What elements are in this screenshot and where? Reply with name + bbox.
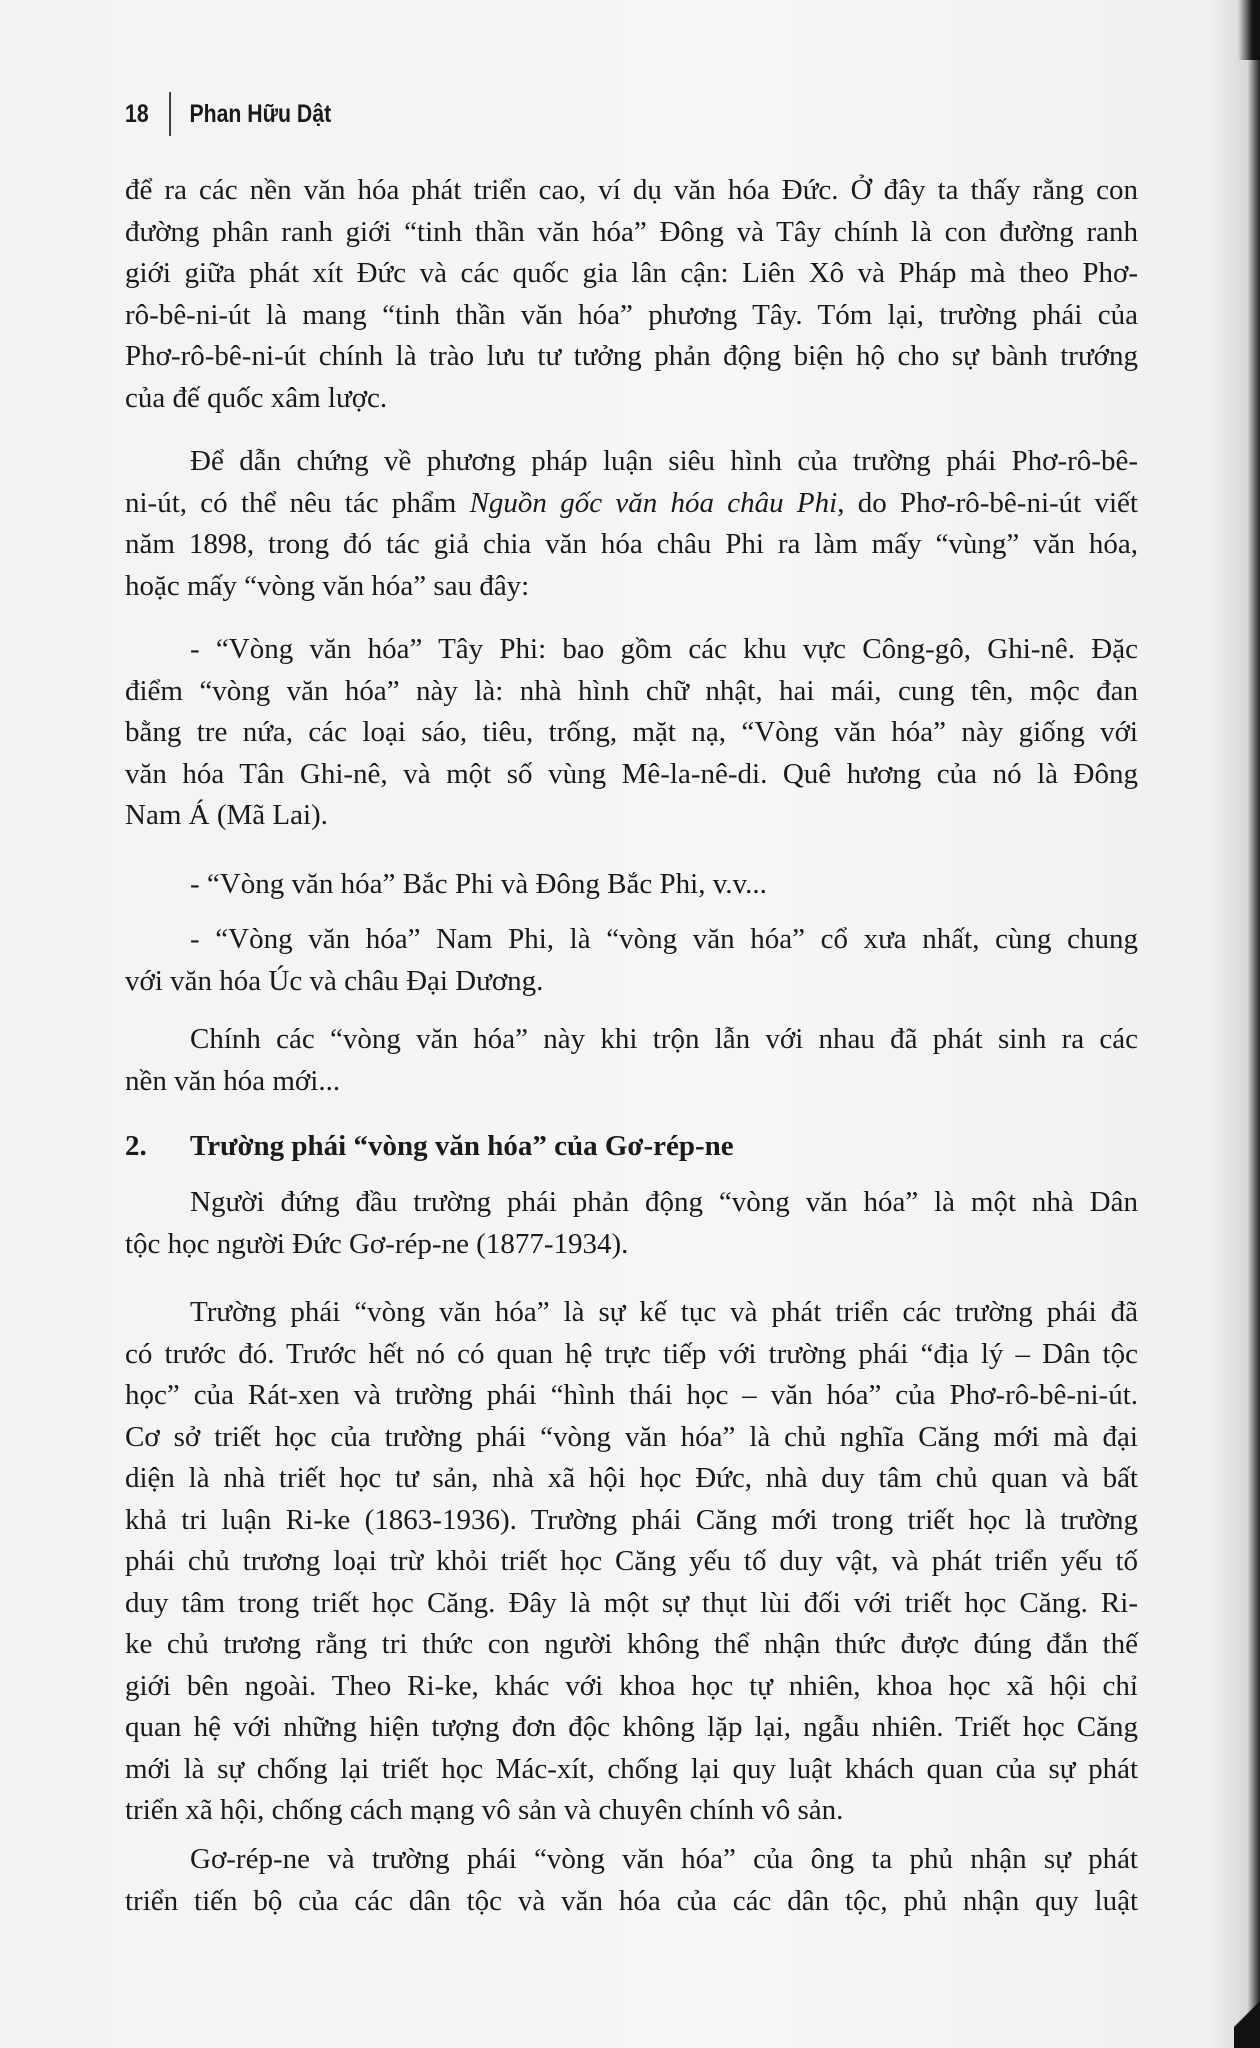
text-line: để ra các nền văn hóa phát triển cao, ví dụ văn hóa Đức. Ở đây ta thấy rằng con [125,174,1138,206]
text-line: phái chủ trương loại trừ khỏi triết học Căng yếu tố duy vật, và phát triển yếu tố [125,1545,1138,1577]
text-line: giới giữa phát xít Đức và các quốc gia lân cận: Liên Xô và Pháp mà theo Phơ- [125,257,1138,289]
text-line: văn hóa Tân Ghi-nê, và một số vùng Mê-la-nê-di. Quê hương của nó là Đông [125,757,1138,790]
text-line: rô-bê-ni-út là mang “tinh thần văn hóa” phương Tây. Tóm lại, trường phái của [125,298,1138,331]
text-line: giới bên ngoài. Theo Ri-ke, khác với khoa học tự nhiên, khoa học xã hội chỉ [125,1669,1138,1702]
text-line: triển xã hội, chống cách mạng vô sản và chuyên chính vô sản. [125,1794,844,1826]
text-line: mới là sự chống lại triết học Mác-xít, chống lại quy luật khách quan của sự phát [125,1752,1138,1785]
header-author: Phan Hữu Dật [189,99,332,128]
paragraph [125,1182,1138,1265]
text-line: điểm “vòng văn hóa” này là: nhà hình chữ nhật, hai mái, cung tên, mộc đan [125,674,1138,707]
text-line: học” của Rát-xen và trường phái “hình thái học – văn hóa” của Phơ-rô-bê-ni-út. [125,1379,1138,1411]
text-line [125,483,1138,525]
text-line: Nam Á (Mã Lai). [125,799,328,831]
section-number: 2. [125,1130,147,1162]
text-line: Để dẫn chứng về phương pháp luận siêu hình của trường phái Phơ-rô-bê- [190,445,1138,477]
header-divider [169,92,171,136]
paragraph [125,864,1138,906]
text-line: hoặc mấy “vòng văn hóa” sau đây: [125,569,530,602]
text-segment: ni-út, có thể nêu tác phẩm [125,486,470,519]
text-line: quan hệ với những hiện tượng đơn độc không lặp lại, ngẫu nhiên. Triết học Căng [125,1711,1138,1743]
paragraph [125,1839,1138,1922]
section-title: Trường phái “vòng văn hóa” của Gơ-rép-ne [190,1130,734,1162]
text-line: - “Vòng văn hóa” Nam Phi, là “vòng văn hóa” cổ xưa nhất, cùng chung [190,923,1138,955]
text-line: năm 1898, trong đó tác giả chia văn hóa châu Phi ra làm mấy “vùng” văn hóa, [125,528,1138,560]
text-line: tộc học người Đức Gơ-rép-ne (1877-1934). [125,1227,629,1260]
text-line: - “Vòng văn hóa” Bắc Phi và Đông Bắc Phi, v.v... [190,868,767,900]
page-number: 18 [125,99,149,128]
scan-edge-shadow [1238,0,1260,60]
section-heading [125,1126,1138,1168]
text-line: với văn hóa Úc và châu Đại Dương. [125,964,544,997]
text-line: Chính các “vòng văn hóa” này khi trộn lẫn với nhau đã phát sinh ra các [190,1023,1138,1055]
text-line: Cơ sở triết học của trường phái “vòng văn hóa” là chủ nghĩa Căng mới mà đại [125,1420,1138,1453]
text-line: bằng tre nứa, các loại sáo, tiêu, trống, mặt nạ, “Vòng văn hóa” này giống với [125,716,1138,748]
scan-corner-shadow [1234,1978,1260,2048]
text-line: đường phân ranh giới “tinh thần văn hóa” Đông và Tây chính là con đường ranh [125,215,1138,248]
text-line: Phơ-rô-bê-ni-út chính là trào lưu tư tưởng phản động biện hộ cho sự bành trướng [125,340,1138,372]
paragraph [125,629,1138,837]
text-line: khả tri luận Ri-ke (1863-1936). Trường phái Căng mới trong triết học là trường [125,1503,1138,1536]
paragraph [125,1292,1138,1832]
book-title: Nguồn gốc văn hóa châu Phi [469,486,838,519]
paragraph [125,1019,1138,1102]
text-line: - “Vòng văn hóa” Tây Phi: bao gồm các khu vực Công-gô, Ghi-nê. Đặc [190,633,1138,665]
text-line: nền văn hóa mới... [125,1064,341,1097]
text-line: Gơ-rép-ne và trường phái “vòng văn hóa” của ông ta phủ nhận sự phát [190,1843,1138,1875]
text-line: Người đứng đầu trường phái phản động “vòng văn hóa” là một nhà Dân [190,1186,1138,1218]
paragraph [125,441,1138,607]
paragraph [125,170,1138,419]
text-line: của đế quốc xâm lược. [125,381,388,414]
text-line: triển tiến bộ của các dân tộc và văn hóa của các dân tộc, phủ nhận quy luật [125,1884,1138,1917]
text-line: diện là nhà triết học tư sản, nhà xã hội học Đức, nhà duy tâm chủ quan và bất [125,1462,1138,1494]
text-line: Trường phái “vòng văn hóa” là sự kế tục và phát triển các trường phái đã [190,1296,1138,1328]
text-line: có trước đó. Trước hết nó có quan hệ trực tiếp với trường phái “địa lý – Dân tộc [125,1337,1138,1370]
text-line: duy tâm trong triết học Căng. Đây là một sự thụt lùi đối với triết học Căng. Ri- [125,1586,1138,1619]
text-segment: , do Phơ-rô-bê-ni-út viết [837,486,1138,519]
running-header [125,92,331,136]
text-line: ke chủ trương rằng tri thức con người không thể nhận thức được đúng đắn thế [125,1628,1138,1660]
paragraph [125,919,1138,1002]
